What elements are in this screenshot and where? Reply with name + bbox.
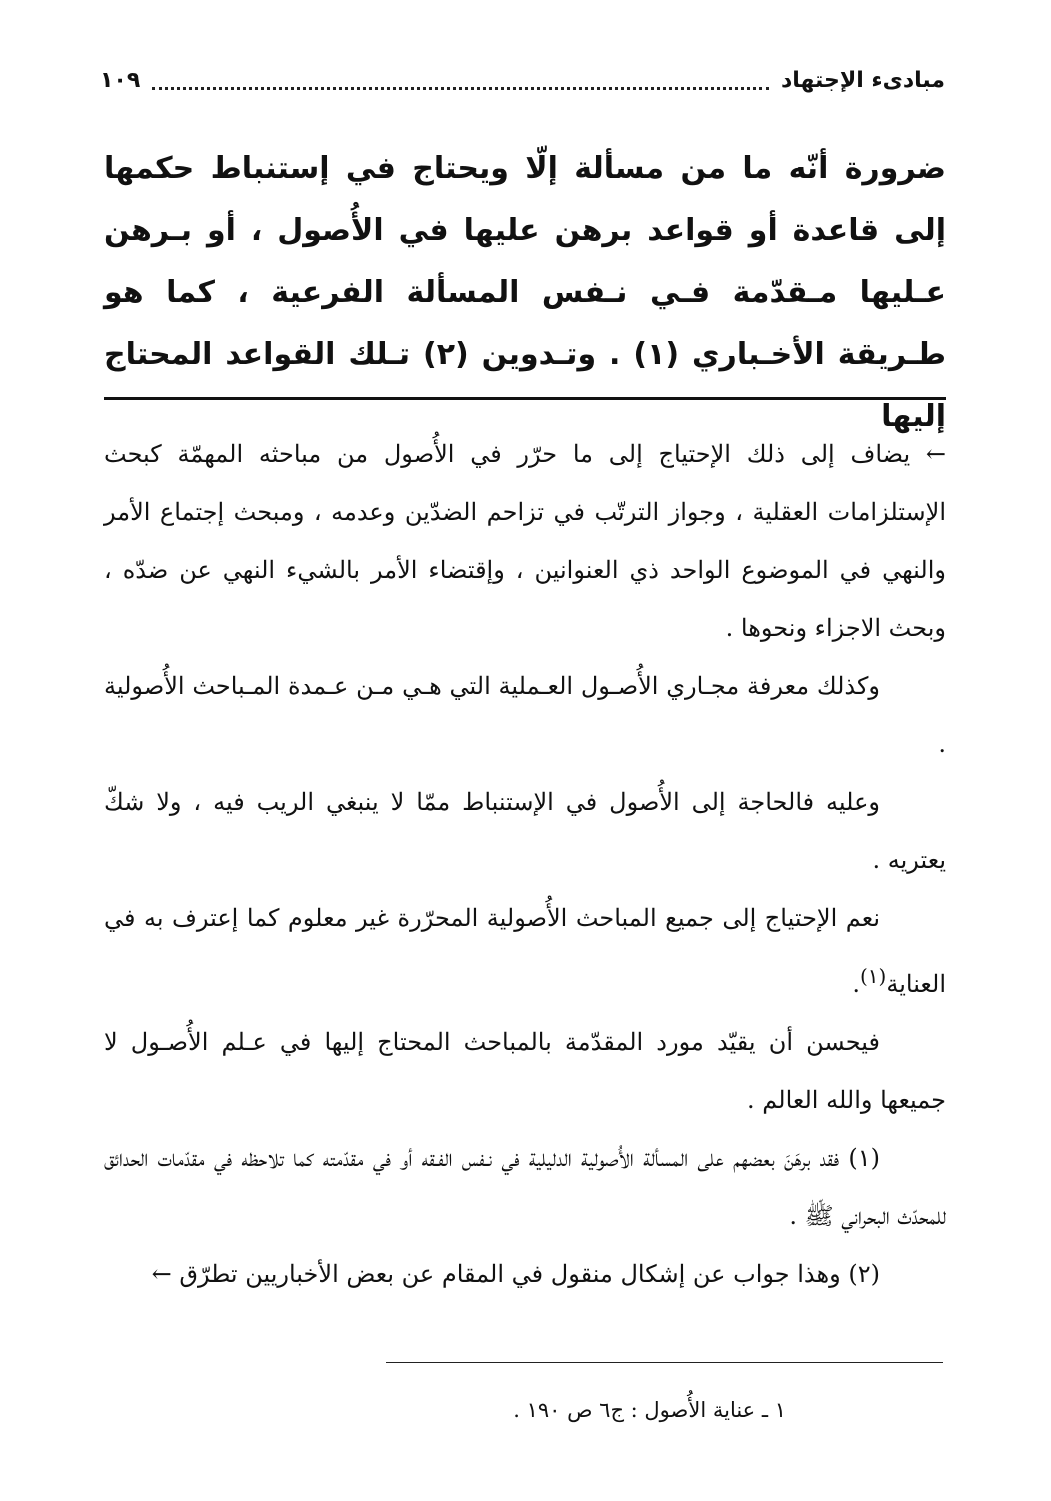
footnotes-block [104, 425, 946, 1303]
main-footnote-divider [104, 397, 946, 400]
footnote-1: (١) فقد برهَنَ بعضهم على المسألة الأُصولية الدليلية في نـفس الفـقه أو في مقدّمته كما تلاحظه في مقدّمات الحدائق للمحدّث البحراني ﷺ . [104, 1144, 946, 1230]
footnote-paragraph: فيحسن أن يقيّد مورد المقدّمة بالمباحث المحتاج إليها في عـلم الأُصـول لا جميعها والله العالم . [104, 1028, 946, 1114]
book-title: مبادىء الإجتهاد [780, 67, 945, 93]
running-header [100, 60, 945, 100]
footnote-paragraph: وعليه فالحاجة إلى الأُصول في الإستنباط ممّا لا ينبغي الريب فيه ، ولا شكّ يعتريه . [104, 788, 946, 874]
footnote-paragraph [104, 889, 946, 1013]
page-number: ١٠٩ [100, 67, 141, 93]
footnote-2: (٢) وهذا جواب عن إشكال منقول في المقام عن بعض الأخباريين تطرّق ← [151, 1260, 880, 1288]
footnote-continuation: ← يضاف إلى ذلك الإحتياج إلى ما حرّر في الأُصول من مباحثه المهمّة كبحث الإستلزامات العقلية ، وجواز الترتّب في تزاحم الضدّين وعدمه ، ومبحث إجتماع الأمر والنهي في الموضوع الواحد ذي العنوانين ، وإقتضاء الأمر بالشيء النهي عن ضدّه ، وبحث الاجزاء ونحوها . [104, 440, 946, 642]
endnote-divider [386, 1362, 943, 1363]
footnote-paragraph-text: نعم الإحتياج إلى جميع المباحث الأُصولية المحرّرة غير معلوم كما إعترف به في العناية [104, 904, 946, 998]
endnote-ref: (١) [859, 964, 887, 988]
header-dot-leader [152, 87, 769, 90]
footnote-paragraph-end: . [852, 970, 860, 998]
endnote-citation: ١ ـ عناية الأُصول : ج٦ ص ١٩٠ . [513, 1398, 786, 1422]
footnote-paragraph: وكذلك معرفة مجـاري الأُصـول العـملية التي هـي مـن عـمدة المـباحث الأُصولية . [104, 672, 946, 758]
main-text: ضرورة أنّه ما من مسألة إلّا ويحتاج في إستنباط حكمها إلى قاعدة أو قواعد برهن عليها في الأُصول ، أو بـرهن عـليها مـقدّمة فـي نـفس المسألة الفرعية ، كما هو طـريقة الأخـباري (١) . وتـدوين (٢) تـلك القواعد المحتاج إليها [104, 151, 946, 434]
